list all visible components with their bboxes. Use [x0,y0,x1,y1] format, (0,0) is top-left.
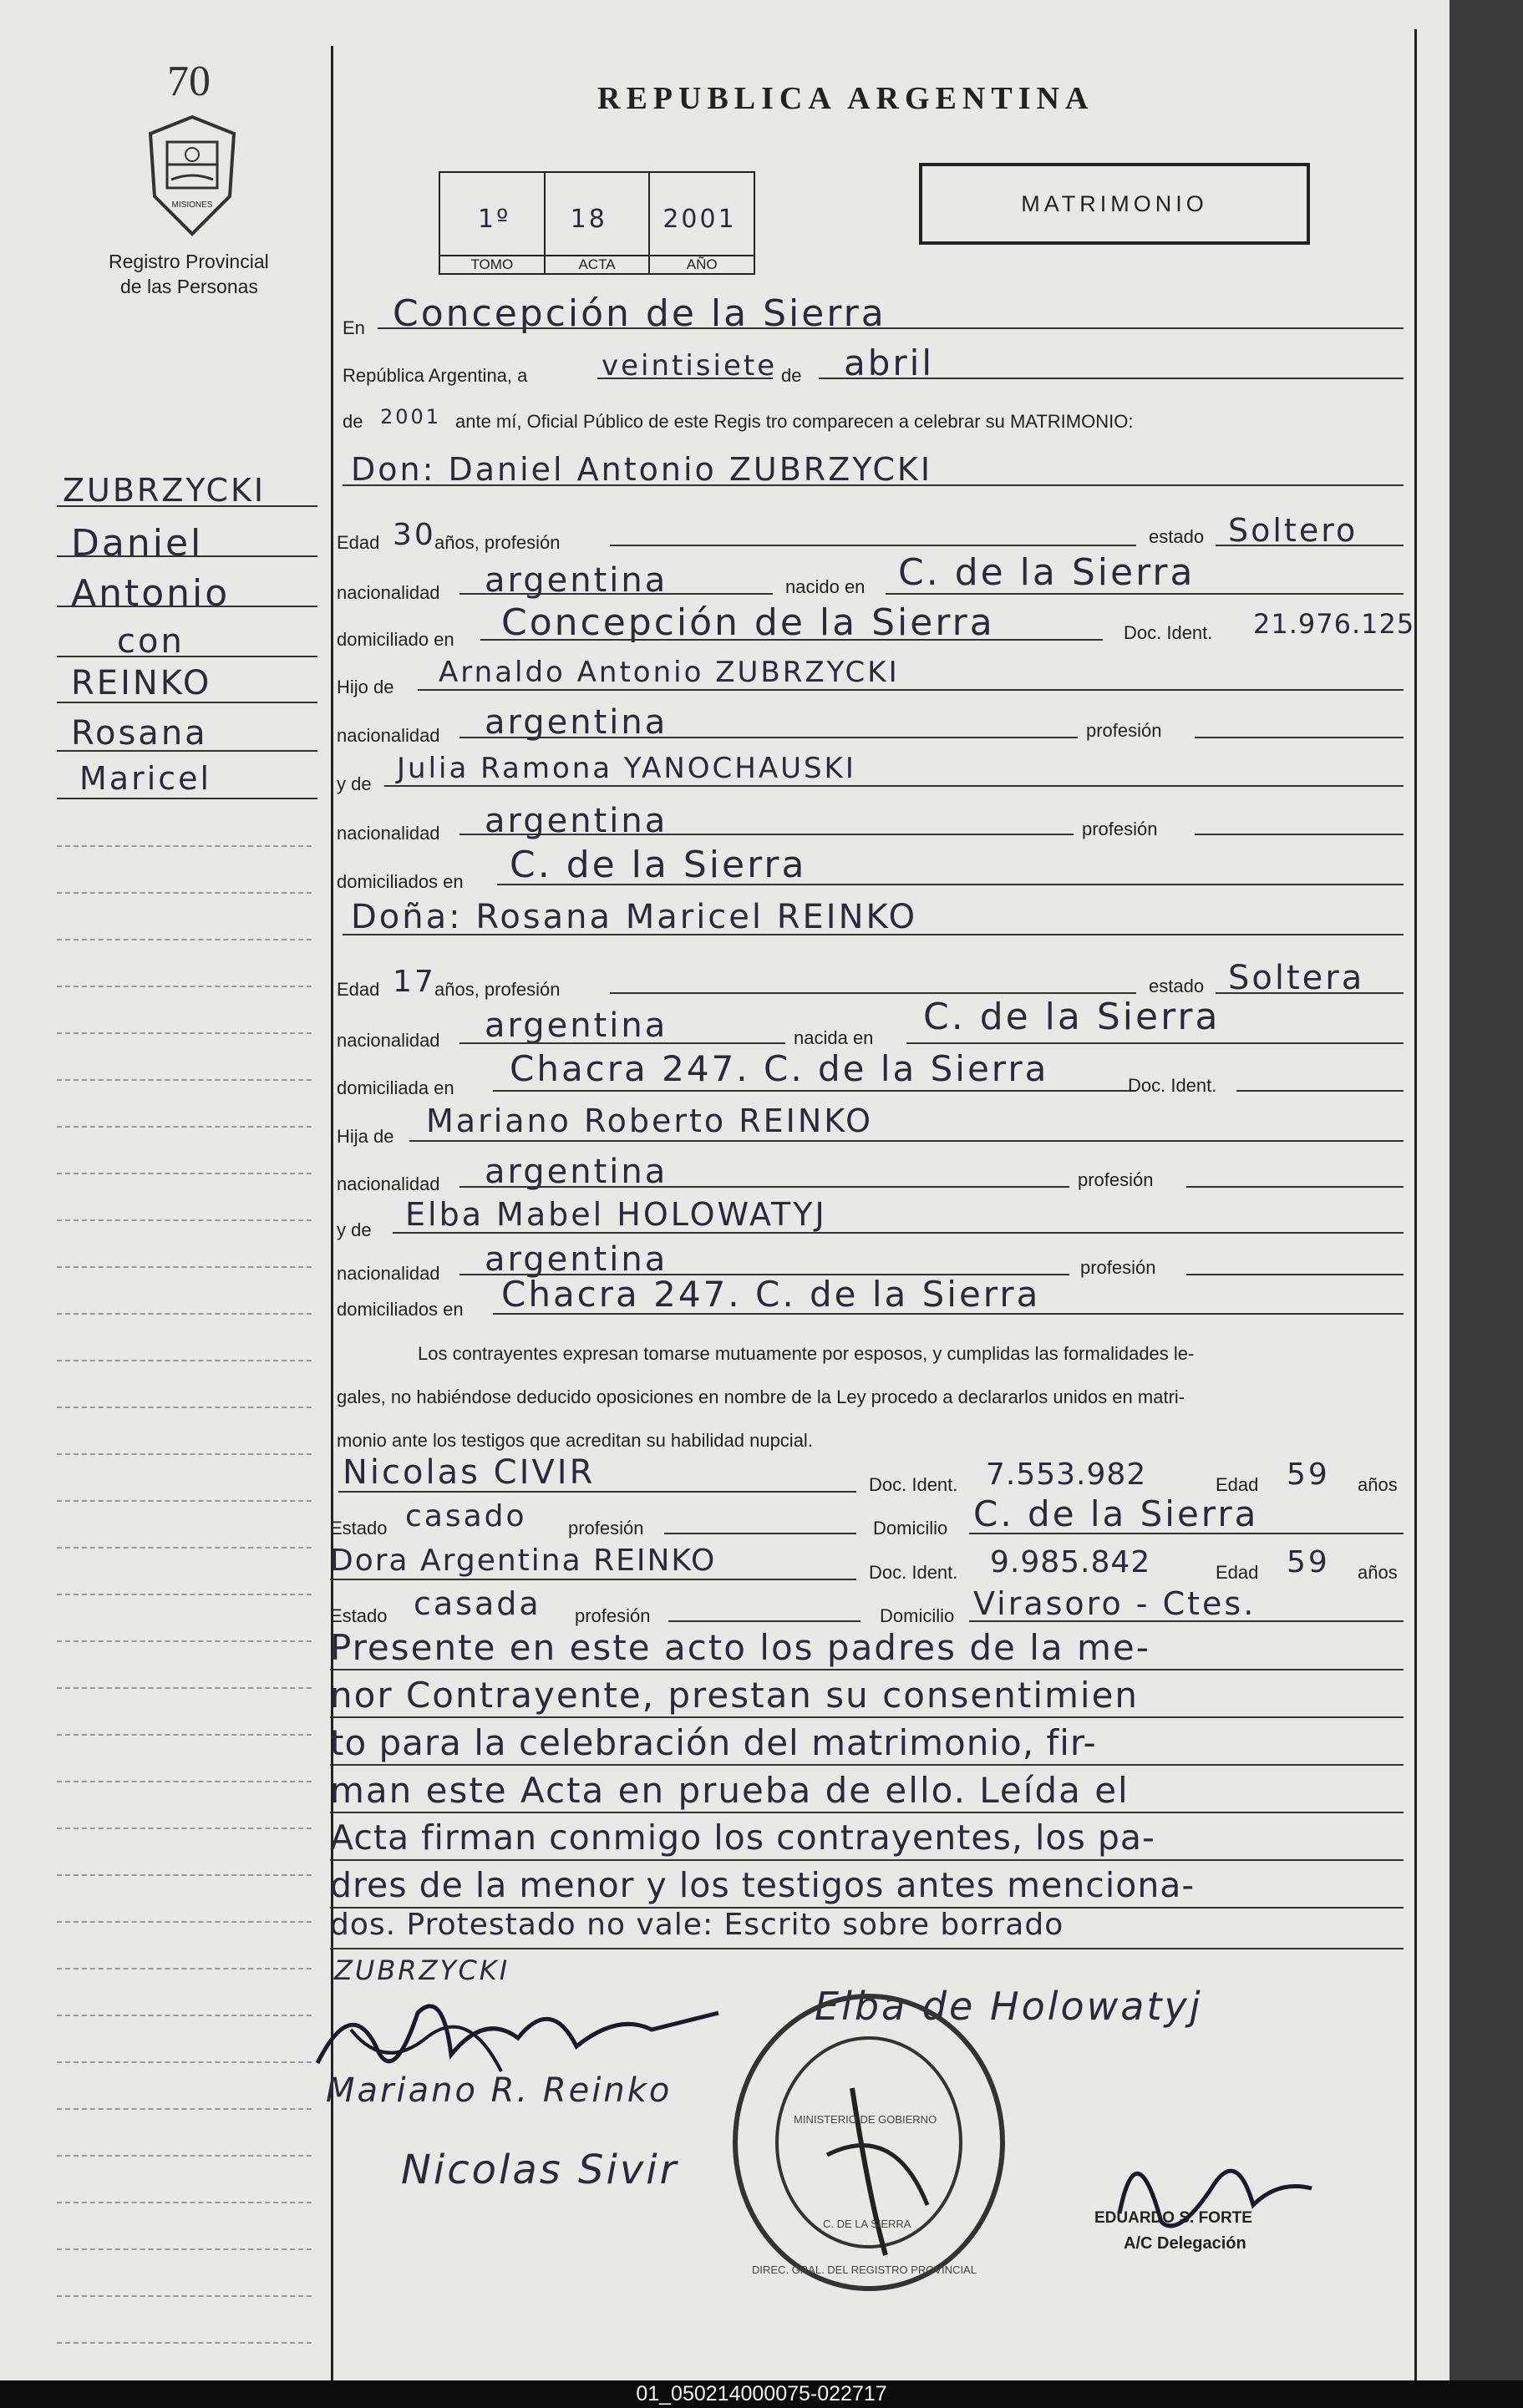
note-line1: Presente en este acto los padres de la me- [330,1627,1150,1668]
page-number: 70 [167,58,211,105]
bride-nat-rule [459,1042,785,1044]
witness2-estado-label: Estado [330,1605,388,1626]
bride-name: Doña: Rosana Maricel REINKO [351,898,918,936]
groom-dom-label: domiciliado en [337,629,454,650]
margin-rule [57,555,317,557]
groom-father-nat: argentina [485,703,668,742]
note-rule [330,1859,1404,1861]
bride-dom-rule [493,1090,1136,1092]
margin-rule [57,656,317,657]
witness2-domicile: Virasoro - Ctes. [973,1585,1256,1622]
margin-blank-line [57,1874,312,1876]
witness1-name: Nicolas CIVIR [343,1453,596,1492]
place-rule [378,327,1404,329]
margin-blank-line [57,1360,312,1361]
bride-age: 17 [393,965,436,999]
groom-yde-label: y de [337,773,372,794]
bride-estado-label: estado [1149,976,1205,996]
bride-doc-label: Doc. Ident. [1128,1075,1217,1096]
margin-blank-line [57,939,312,940]
groom-father-rule [418,689,1404,691]
groom-name: Don: Daniel Antonio ZUBRZYCKI [351,451,933,488]
note-line2: nor Contrayente, prestan su consentimien [330,1675,1140,1716]
bride-pdom-rule [493,1313,1404,1315]
official-title: A/C Delegación [1124,2234,1246,2253]
acta-value: 18 [570,205,607,234]
margin-blank-line [57,1079,312,1081]
signature-3: Nicolas Sivir [401,2147,679,2193]
groom-nac-label: nacionalidad [337,582,440,603]
margin-blank-line [57,1173,312,1174]
margin-blank-line [57,2248,312,2250]
margin-blank-line [57,1640,312,1642]
bride-mother-rule [393,1232,1404,1234]
groom-fnat-rule [459,737,1078,738]
bride-mother: Elba Mabel HOLOWATYJ [405,1196,827,1233]
bride-mprof-rule [1186,1274,1404,1275]
margin-rule [57,702,317,703]
margin-blank-line [57,1687,312,1689]
tomo-cell [440,173,546,273]
declaration-line3: monio ante los testigos que acreditan su habilidad nupcial. [337,1430,813,1451]
witness1-domicile: C. de la Sierra [973,1493,1259,1534]
margin-name4: Maricel [79,760,212,797]
witness2-age: 59 [1287,1545,1330,1579]
margin-blank-line [57,1734,312,1736]
note-rule [330,1948,1404,1949]
margin-blank-line [57,2202,312,2203]
margin-blank-line [57,1453,312,1455]
bride-doc-rule [1236,1090,1404,1092]
tomo-label: TOMO [440,255,544,273]
country-title: REPUBLICA ARGENTINA [597,81,1094,116]
margin-name1: Daniel [71,522,204,565]
bride-father-nat: argentina [485,1153,668,1191]
month-rule [819,378,1404,379]
note-line6: dres de la menor y los testigos antes menciona- [330,1865,1196,1905]
book-edge [1449,0,1523,2380]
stamp-outer-text: DIREC. GRAL. DEL REGISTRO PROVINCIAL [752,2264,977,2276]
witness1-anos: años [1358,1474,1398,1495]
bride-pdom-label: domiciliados en [337,1299,464,1320]
margin-name2: Antonio [71,572,231,615]
note-line5: Acta firman conmigo los contrayentes, los pa- [330,1817,1155,1858]
margin-blank-line [57,2295,312,2297]
witness1-estado-label: Estado [330,1518,388,1539]
right-border [1414,29,1417,2380]
registry-line1: Registro Provincial [109,251,269,272]
registry-line2: de las Personas [120,276,258,297]
margin-blank-line [57,2061,312,2063]
groom-mnat-rule [459,834,1074,835]
stamp-location: C. DE LA SIERRA [823,2218,911,2230]
ano-value: 2001 [663,205,737,234]
bride-fnat-rule [459,1186,1069,1188]
margin-rule [57,798,317,799]
acta-cell [546,173,651,273]
footer-code: 01_050214000075-022717 [0,2380,1523,2408]
note-rule [330,1907,1404,1909]
witness1-prof-label: profesión [568,1518,644,1539]
witness2-dom-label: Domicilio [880,1605,955,1626]
groom-mother-rule [384,785,1404,787]
note-line7: dos. Protestado no vale: Escrito sobre borrado [330,1908,1064,1942]
margin-blank-line [57,2015,312,2016]
bride-mprof-label: profesión [1080,1257,1156,1278]
statement-text: ante mí, Oficial Público de este Regis tro comparecen a celebrar su MATRIMONIO: [455,411,1134,432]
witness1-doc: 7.553.982 [986,1457,1147,1492]
margin-blank-line [57,2342,312,2344]
witness2-dom-rule [969,1620,1404,1622]
margin-blank-line [57,845,312,847]
groom-pdom-rule [497,884,1404,885]
groom-father: Arnaldo Antonio ZUBRZYCKI [439,656,900,689]
groom-fprof-rule [1195,737,1404,738]
margin-blank-line [57,1126,312,1128]
witness2-estado: casada [414,1585,541,1622]
bride-father-rule [409,1140,1404,1142]
margin-blank-line [57,1828,312,1829]
witness1-edad-label: Edad [1216,1474,1259,1495]
groom-mother: Julia Ramona YANOCHAUSKI [397,752,856,785]
groom-anos-label: años, profesión [434,532,561,553]
doc-type-box: MATRIMONIO [919,163,1310,245]
bride-estado: Soltera [1228,959,1365,997]
groom-estado-rule [1216,545,1404,546]
shield-caption: MISIONES [171,200,213,210]
month-value: abril [844,342,935,383]
signature-2: Mariano R. Reinko [326,2071,673,2110]
groom-hijo-label: Hijo de [337,677,394,697]
en-label: En [343,317,365,338]
bride-mnac-label: nacionalidad [337,1263,440,1284]
groom-domicile: Concepción de la Sierra [501,601,995,644]
witness1-dom-label: Domicilio [873,1518,948,1539]
bride-parents-dom: Chacra 247. C. de la Sierra [501,1274,1041,1315]
day-rule [597,378,773,379]
note-rule [330,1812,1404,1813]
groom-edad-label: Edad [337,532,380,553]
margin-con: con [117,622,185,661]
groom-mprof-label: profesión [1082,819,1158,839]
witness2-anos: años [1358,1562,1398,1583]
declaration-line1: Los contrayentes expresan tomarse mutuamente por esposos, y cumplidas las formalidades le- [418,1343,1195,1364]
bride-fprof-label: profesión [1078,1169,1154,1190]
witness1-doc-label: Doc. Ident. [869,1474,958,1495]
margin-blank-line [57,1500,312,1502]
official-name: EDUARDO S. FORTE [1094,2209,1252,2227]
groom-fnac-label: nacionalidad [337,725,440,746]
bride-fnac-label: nacionalidad [337,1174,440,1194]
de-year-label: de [343,411,363,432]
note-rule [330,1669,1404,1670]
groom-doc: 21.976.125 [1253,608,1415,640]
witness1-prof-rule [664,1533,856,1534]
groom-prof-rule [610,545,1136,546]
tomo-value: 1º [478,205,511,234]
stamp-inner-text: MINISTERIO DE GOBIERNO [794,2113,937,2126]
groom-mother-nat: argentina [485,802,668,840]
republica-label: República Argentina, a [343,365,528,386]
witness2-edad-label: Edad [1216,1562,1259,1583]
day-value: veintisiete [602,349,778,383]
bride-nationality: argentina [485,1006,668,1045]
margin-blank-line [57,1407,312,1408]
margin-name3: Rosana [71,714,208,753]
place-value: Concepción de la Sierra [393,292,886,335]
ano-cell [650,173,754,273]
groom-nacido-label: nacido en [785,576,866,597]
bride-estado-rule [1216,992,1404,994]
de-label: de [781,365,802,386]
bride-yde-label: y de [337,1219,372,1240]
margin-blank-line [57,892,312,894]
acta-label: ACTA [546,255,649,273]
note-line3: to para la celebración del matrimonio, fir- [330,1722,1097,1763]
bride-hija-label: Hija de [337,1126,394,1147]
groom-doc-label: Doc. Ident. [1124,622,1213,643]
margin-surname2: REINKO [71,664,212,702]
margin-blank-line [57,1266,312,1268]
declaration-line2: gales, no habiéndose deducido oposiciones en nombre de la Ley procedo a declararlos unidos en matri- [337,1387,1185,1407]
margin-blank-line [57,1968,312,1969]
bride-anos-label: años, profesión [434,979,561,1000]
margin-blank-line [57,1313,312,1315]
ano-label: AÑO [650,255,754,273]
margin-blank-line [57,1781,312,1782]
registry-number-box [439,171,755,275]
bride-nacida-label: nacida en [794,1027,874,1048]
note-rule [330,1716,1404,1718]
groom-fprof-label: profesión [1086,720,1162,741]
groom-mprof-rule [1195,834,1404,835]
bride-birthplace: C. de la Sierra [923,996,1221,1038]
margin-rule [57,606,317,607]
groom-parents-dom: C. de la Sierra [510,844,807,886]
groom-nationality: argentina [485,561,668,600]
groom-birthplace: C. de la Sierra [898,551,1196,594]
margin-blank-line [57,1032,312,1034]
groom-estado-label: estado [1149,526,1205,547]
bride-fprof-rule [1186,1186,1404,1188]
groom-nat-rule [459,593,773,595]
groom-dom-rule [480,639,1103,641]
groom-name-rule [343,484,1404,486]
groom-estado: Soltero [1228,512,1358,549]
bride-nac-label: nacionalidad [337,1030,440,1051]
witness1-name-rule [338,1491,856,1493]
bride-prof-rule [610,992,1136,994]
bride-birth-rule [906,1042,1404,1044]
bride-mother-nat: argentina [485,1240,668,1279]
groom-birth-rule [886,593,1404,595]
margin-blank-line [57,2108,312,2110]
bride-domicile: Chacra 247. C. de la Sierra [510,1048,1049,1089]
margin-blank-line [57,1219,312,1221]
witness2-name: Dora Argentina REINKO [330,1544,717,1578]
margin-blank-line [57,1547,312,1549]
note-rule [330,1764,1404,1766]
witness2-prof-rule [668,1620,860,1622]
bride-dom-label: domiciliada en [337,1077,454,1098]
year-value: 2001 [380,405,442,428]
note-line4: man este Acta en prueba de ello. Leída el [330,1770,1130,1811]
witness1-estado: casado [405,1499,527,1534]
witness1-dom-rule [969,1533,1404,1534]
groom-age: 30 [393,518,436,552]
registry-stamp-icon [727,1988,1011,2297]
witness2-name-rule [330,1579,856,1580]
witness2-doc-label: Doc. Ident. [869,1562,958,1583]
margin-blank-line [57,1594,312,1595]
margin-blank-line [57,986,312,987]
witness2-prof-label: profesión [575,1605,651,1626]
margin-blank-line [57,2155,312,2157]
witness1-age: 59 [1287,1457,1330,1492]
province-shield-icon [142,113,242,238]
bride-father: Mariano Roberto REINKO [426,1103,874,1139]
bride-edad-label: Edad [337,979,380,1000]
witness2-doc: 9.985.842 [990,1545,1151,1579]
margin-blank-line [57,1921,312,1923]
margin-rule [57,505,317,507]
margin-surname: ZUBRZYCKI [63,472,267,509]
groom-mnac-label: nacionalidad [337,823,440,844]
margin-rule [57,750,317,752]
signature-1: ZUBRZYCKI [334,1954,510,1986]
bride-name-rule [343,934,1404,935]
signature-4: Elba de Holowatyj [815,1984,1203,2029]
groom-pdom-label: domiciliados en [337,871,464,892]
